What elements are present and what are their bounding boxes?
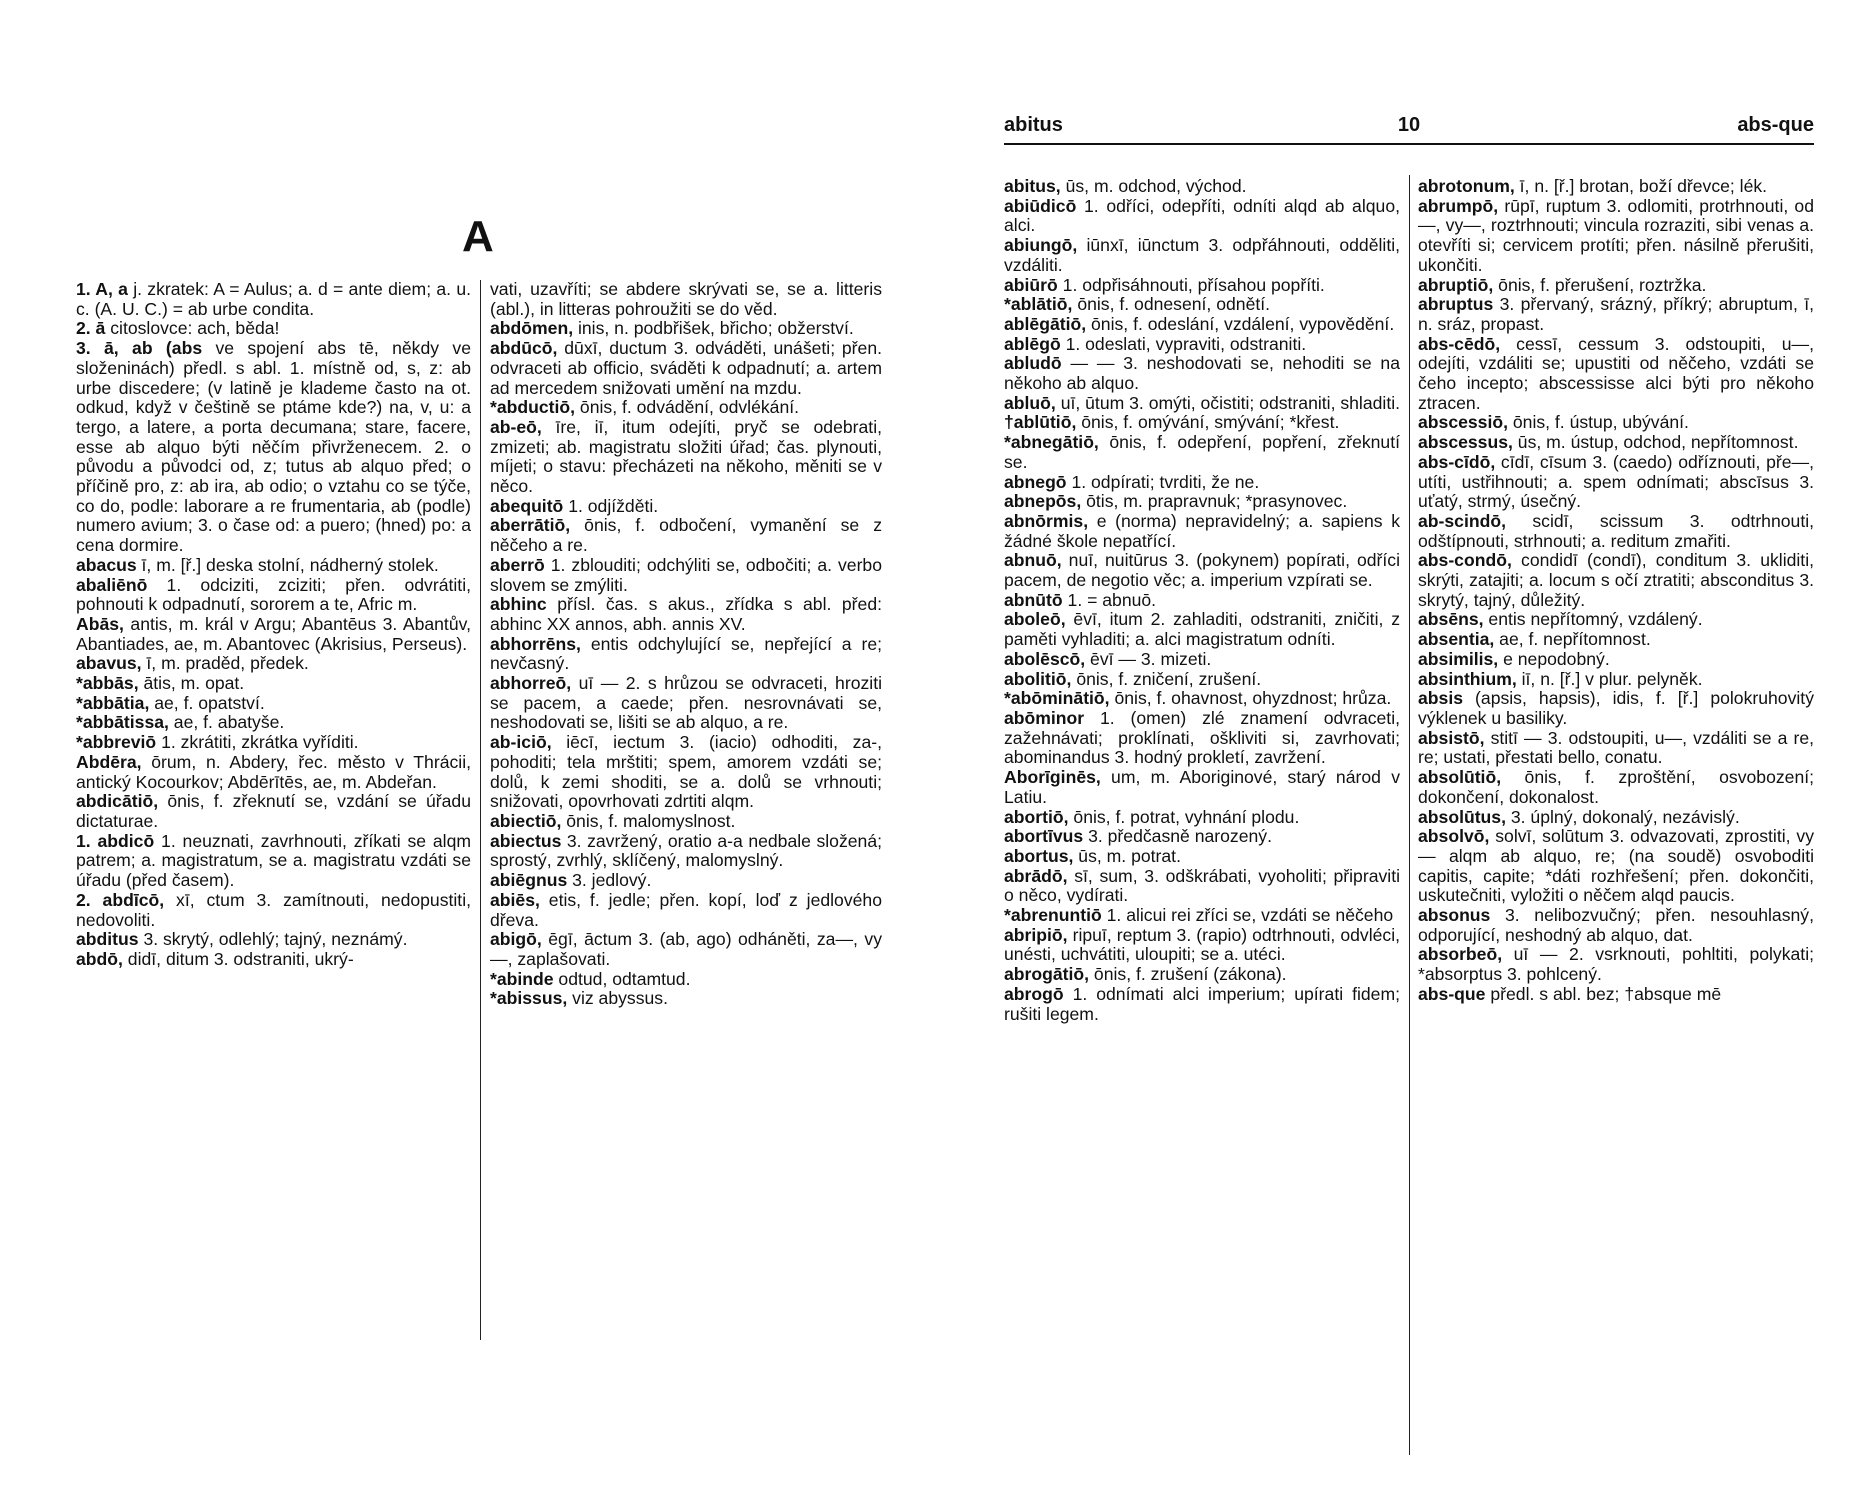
entry-headword: abdōmen, [490,318,574,339]
entry-definition: ōnis, f. odepření, popření, zřeknutí se. [1004,432,1400,472]
dictionary-entry [1004,670,1400,690]
dictionary-entry [490,970,882,990]
entry-definition: cīdī, cīsum 3. (caedo) odříznouti, pře—, utíti, ustřihnouti; a. spem odnímati; abscīsus 3. uťatý, strmý, úsečný. [1418,451,1814,512]
entry-definition: ae, f. nepřítomnost. [1494,629,1651,650]
entry-definition: ī, m. [ř.] deska stolní, nádherný stolek. [136,554,439,575]
entry-headword: abnūtō [1004,589,1063,610]
dictionary-entry [490,497,882,517]
entry-definition: ēvī — 3. mizeti. [1085,648,1212,669]
entry-headword: abhorreō, [490,673,572,694]
entry-headword: abludō [1004,353,1062,374]
dictionary-entry [76,339,471,556]
dictionary-entry [490,556,882,595]
dictionary-entry [1004,827,1400,847]
entry-definition: uī, ūtum 3. omýti, očistiti; odstraniti, shladiti. [1055,392,1400,413]
entry-definition: uī — 2. vsrknouti, pohltiti, polykati; *absorptus 3. pohlcený. [1418,944,1814,985]
entry-definition: e nepodobný. [1498,648,1610,669]
entry-definition: 3. skrytý, odlehlý; tajný, neznámý. [138,929,408,950]
entry-definition: ōnis, f. odbočení, vymanění se z něčeho a re. [490,515,882,556]
dictionary-entry [1004,512,1400,551]
entry-headword: absēns, [1418,609,1484,630]
entry-headword: ablēgātiō, [1004,313,1087,334]
entry-definition: 1. odpírati; tvrditi, že ne. [1066,471,1260,492]
dictionary-entry [1004,591,1400,611]
entry-definition: scidī, scissum 3. odtrhnouti, odštípnouti, strhnouti; a. reditum zmařiti. [1418,510,1814,551]
entry-definition: ī, n. [ř.] brotan, boží dřevce; lék. [1514,176,1768,196]
entry-definition: 1. odjížděti. [563,495,659,516]
entry-definition: — — 3. neshodovati se, nehoditi se na někoho ab alquo. [1004,353,1400,394]
entry-definition: 3. předčasně narozený. [1083,826,1272,847]
dictionary-entry [1004,295,1400,315]
entry-headword: abs-cīdō, [1418,451,1496,472]
dictionary-entry [1418,433,1814,453]
entry-headword: absimilis, [1418,648,1499,669]
dictionary-entry [1418,610,1814,630]
entry-definition: ōnis, f. odvádění, odvlékání. [575,397,800,418]
entry-headword: *abnegātiō, [1004,432,1099,453]
entry-headword: absistō, [1418,727,1485,748]
dictionary-entry [1004,473,1400,493]
dictionary-entry [1004,276,1400,296]
entry-headword: abnōrmis, [1004,510,1089,531]
entry-headword: *abinde [490,968,554,989]
entry-definition: ōnis, f. zřeknutí se, vzdání se úřadu dictaturae. [76,791,471,831]
entry-headword: abrādō, [1004,865,1068,886]
dictionary-entry [490,832,882,871]
entry-definition: předl. s abl. bez; †absque mē [1485,983,1722,1004]
entry-headword: *abbātissa, [76,712,169,733]
entry-headword: abolēscō, [1004,648,1086,669]
running-head-first-word: abitus [1004,114,1063,136]
entry-headword: abs-condō, [1418,550,1512,571]
entry-definition: 3. úplný, dokonalý, nezávislý. [1505,806,1740,827]
dictionary-entry [1418,945,1814,984]
entry-headword: abnepōs, [1004,491,1082,512]
dictionary-entry [76,694,471,714]
entry-definition: nuī, nuitūrus 3. (pokynem) popírati, odříci pacem, de negotio věc; a. imperium vzpírati se. [1004,550,1400,591]
entry-headword: 2. ā [76,318,106,339]
dictionary-entry [1418,729,1814,768]
left-column-2 [490,280,882,1009]
entry-definition: (apsis, hapsis), idis, f. [ř.] polokruhovitý výklenek u basiliky. [1418,688,1814,728]
entry-headword: abortus, [1004,845,1074,866]
entry-headword: ablēgō [1004,333,1061,354]
entry-definition: ōnis, f. zrušení (zákona). [1089,964,1287,985]
dictionary-entry [76,950,471,970]
dictionary-entry [1418,768,1814,807]
entry-headword: abdicātiō, [76,791,159,812]
dictionary-entry [1418,413,1814,433]
entry-definition: 3. zavržený, oratio a-a nedbale složená; sprostý, zvrhlý, sklíčený, malomyslný. [490,830,882,871]
entry-headword: aberrō [490,554,545,575]
left-page [0,0,920,1500]
dictionary-entry [1418,808,1814,828]
entry-headword: abnuō, [1004,550,1062,571]
dictionary-entry [1004,808,1400,828]
entry-definition: ōnis, f. odnesení, odnětí. [1072,294,1271,315]
dictionary-entry [1418,827,1814,906]
entry-definition: ae, f. opatství. [149,692,265,713]
entry-headword: aboleō, [1004,609,1066,630]
entry-headword: absolūtiō, [1418,767,1502,788]
running-head [1004,114,1814,140]
dictionary-entry [1418,453,1814,512]
entry-headword: †ablūtiō, [1004,412,1077,433]
page-number: 10 [1397,114,1421,136]
entry-definition: iēcī, iectum 3. (iacio) odhoditi, za-, pohoditi; tela mrštiti; spem, amorem vzdáti se; dolů, k zemi shoditi, se a. dolů se vrhnouti; snižovati, opovrhovati zdrtiti alqm. [490,732,882,812]
entry-headword: absolūtus, [1418,806,1506,827]
entry-headword: *abbās, [76,673,139,694]
entry-definition: didī, ditum 3. odstraniti, ukrý- [122,948,354,969]
entry-headword: abiectus [490,830,562,851]
entry-definition: 1. neuznati, zavrhnouti, zříkati se alqm patrem; a. magistratum, se a. magistratu vzdáti se úřadu (před časem). [76,830,472,891]
entry-definition: 1. odeslati, vypraviti, odstraniti. [1060,333,1307,354]
dictionary-entry [1004,551,1400,590]
dictionary-entry [76,891,471,930]
dictionary-entry [76,556,471,576]
entry-definition: um, m. Aboriginové, starý národ v Latiu. [1004,767,1400,807]
entry-headword: abavus, [76,653,142,674]
entry-headword: abditus [76,929,139,950]
entry-headword: abiēgnus [490,870,568,891]
entry-definition: vati, uzavříti; se abdere skrývati se, se a. litteris (abl.), in litteras pohroužiti se do věd. [490,279,882,319]
dictionary-entry [1004,236,1400,275]
entry-definition: ōnis, f. zničení, zrušení. [1071,668,1262,689]
dictionary-entry [76,733,471,753]
entry-definition: entis odchylující se, nepřející a re; nevčasný. [490,633,882,674]
entry-headword: absolvō, [1418,826,1490,847]
dictionary-entry [1004,867,1400,906]
entry-definition: ōnis, f. ohavnost, ohyzdnost; hrůza. [1109,688,1392,709]
entry-headword: Abdēra, [76,751,142,772]
entry-headword: absorbeō, [1418,944,1503,965]
left-column-1 [76,280,471,970]
entry-definition: inis, n. podbřišek, břicho; obžerství. [573,318,854,339]
dictionary-entry [1004,354,1400,393]
dictionary-entry [1004,177,1400,197]
dictionary-entry [76,753,471,792]
dictionary-entry [490,891,882,930]
entry-headword: abluō, [1004,392,1056,413]
dictionary-entry [490,871,882,891]
dictionary-entry [1418,276,1814,296]
dictionary-entry [1004,197,1400,236]
dictionary-entry [1004,433,1400,472]
entry-headword: ab-scindō, [1418,510,1506,531]
entry-definition: uī — 2. s hrůzou se odvraceti, hroziti se pacem, a caede; přen. nesrovnávati se, neshodovati se, lišiti se ab alquo, a re. [490,673,882,733]
right-column-1 [1004,177,1400,1024]
dictionary-entry [1004,335,1400,355]
entry-definition: j. zkratek: A = Aulus; a. d = ante diem; a. u. c. (A. U. C.) = ab urbe condita. [76,279,471,319]
dictionary-entry [1004,709,1400,768]
entry-headword: absonus [1418,905,1491,926]
section-letter: A [462,212,494,261]
dictionary-entry [1004,926,1400,965]
entry-headword: abacus [76,554,137,575]
entry-headword: abiūdicō [1004,195,1077,216]
column-divider [1409,175,1410,1455]
entry-definition: ae, f. abatyše. [168,712,285,733]
entry-definition: 3. jedlový. [567,870,652,891]
entry-headword: abigō, [490,929,542,950]
entry-headword: abhorrēns, [490,633,581,654]
dictionary-entry [1004,492,1400,512]
entry-definition: condidī (condī), conditum 3. ukliditi, skrýti, zatajiti; a. locum s očí ztratiti; absconditus 3. skrytý, tajný, důležitý. [1418,550,1814,610]
dictionary-entry [1004,315,1400,335]
entry-headword: abrogō [1004,983,1064,1004]
dictionary-entry [1004,394,1400,414]
entry-headword: abortiō, [1004,806,1069,827]
dictionary-entry [1004,847,1400,867]
entry-definition: antis, m. král v Argu; Abantēus 3. Abantův, Abantiades, ae, m. Abantovec (Akrisius, Perseus). [76,613,471,654]
entry-headword: abscessus, [1418,432,1513,453]
entry-definition: 1. odnímati alci imperium; upírati fidem; rušiti legem. [1004,983,1400,1024]
dictionary-entry [1418,512,1814,551]
dictionary-entry [490,635,882,674]
dictionary-entry [490,280,882,319]
dictionary-entry [76,576,471,615]
entry-headword: *abōminātiō, [1004,688,1110,709]
entry-headword: 1. A, a [76,279,128,299]
entry-headword: abdō, [76,948,123,969]
dictionary-entry [490,398,882,418]
dictionary-entry [1418,197,1814,276]
entry-headword: ab-iciō, [490,732,552,753]
dictionary-entry [1418,630,1814,650]
entry-headword: *abductiō, [490,397,576,418]
entry-headword: abscessiō, [1418,412,1508,433]
entry-definition: ēgī, āctum 3. (ab, ago) odháněti, za—, vy—, zaplašovati. [490,929,882,969]
dictionary-entry [76,674,471,694]
dictionary-entry [1418,906,1814,945]
dictionary-entry [1004,906,1400,926]
entry-definition: ōnis, f. potrat, vyhnání plodu. [1068,806,1300,827]
entry-headword: abrogātiō, [1004,964,1090,985]
entry-headword: abiēs, [490,889,540,910]
dictionary-entry [490,595,882,634]
dictionary-entry [1418,689,1814,728]
dictionary-entry [1418,650,1814,670]
header-rule [1004,143,1814,145]
entry-definition: ī, m. praděd, předek. [141,653,309,674]
dictionary-entry [490,516,882,555]
entry-definition: odtud, odtamtud. [553,968,691,989]
dictionary-entry [490,930,882,969]
entry-definition: īre, iī, itum odejíti, pryč se odebrati, zmizeti; ab. magistratu složiti úřad; čas. plynouti, míjeti; o stavu: přecházeti na někoho, měniti se v něco. [490,416,882,497]
entry-headword: abiungō, [1004,235,1078,256]
entry-definition: 1. zblouditi; odchýliti se, odbočiti; a. verbo slovem se zmýliti. [490,554,882,595]
dictionary-entry [76,832,471,891]
dictionary-entry [76,615,471,654]
dictionary-entry [490,989,882,1009]
dictionary-entry [490,674,882,733]
right-page [920,0,1858,1500]
entry-headword: *ablātiō, [1004,294,1073,315]
entry-definition: ōnis, f. přerušení, roztržka. [1493,274,1707,295]
entry-headword: *abbātia, [76,692,150,713]
entry-definition: citoslovce: ach, běda! [105,318,280,339]
dictionary-entry [76,654,471,674]
entry-definition: ōrum, n. Abdery, řec. město v Thrácii, antický Kocourkov; Abdērītēs, ae, m. Abdeřan. [76,751,471,792]
entry-headword: abrumpō, [1418,195,1499,216]
entry-headword: abōminor [1004,707,1085,728]
entry-headword: *abissus, [490,988,568,1009]
dictionary-entry [76,930,471,950]
entry-headword: abiūrō [1004,274,1058,295]
dictionary-entry [1004,650,1400,670]
entry-definition: ōnis, f. odeslání, vzdálení, vypovědění. [1086,313,1395,334]
entry-headword: Abās, [76,613,124,634]
entry-definition: e (norma) nepravidelný; a. sapiens k žádné škole nepatřící. [1004,510,1400,551]
dictionary-entry [490,812,882,832]
dictionary-entry [1418,551,1814,610]
entry-definition: stitī — 3. odstoupiti, u—, vzdáliti se a re, re; ustati, přestati bello, conatu. [1418,727,1814,768]
entry-definition: sī, sum, 3. odškrábati, vyoholiti; připraviti o něco, vydírati. [1004,865,1400,906]
dictionary-entry [1418,335,1814,414]
entry-headword: abequitō [490,495,564,516]
dictionary-entry [490,319,882,339]
entry-definition: 1. (omen) zlé znamení odvraceti, zažehnávati; proklínati, oškliviti si, zavrhovati; abominandus 3. hodný prokletí, zavržení. [1004,707,1400,768]
column-divider [480,280,481,1340]
dictionary-entry [1418,177,1814,197]
dictionary-entry [1418,670,1814,690]
entry-headword: *abbreviō [76,732,157,753]
entry-definition: 1. = abnuō. [1062,589,1157,610]
entry-headword: abripiō, [1004,924,1068,945]
entry-definition: ātis, m. opat. [138,673,245,694]
dictionary-entry [1418,295,1814,334]
dictionary-entry [1004,610,1400,649]
entry-definition: entis nepřítomný, vzdálený. [1483,609,1703,630]
entry-headword: abitus, [1004,176,1061,196]
dictionary-entry [76,280,471,319]
entry-definition: ōtis, m. prapravnuk; *prasynovec. [1081,491,1348,512]
entry-headword: *abrenuntiō [1004,905,1102,926]
entry-headword: 3. ā, ab (abs [76,338,203,359]
dictionary-entry [1004,689,1400,709]
dictionary-entry [1004,768,1400,807]
running-head-last-word: abs-que [1737,114,1814,136]
entry-headword: absentia, [1418,629,1495,650]
dictionary-entry [1004,985,1400,1024]
dictionary-entry [1004,413,1400,433]
right-column-2 [1418,177,1814,1005]
entry-definition: 1. alicui rei zříci se, vzdáti se něčeho [1101,905,1394,926]
entry-definition: iī, n. [ř.] v plur. pelyněk. [1516,668,1703,689]
entry-headword: abhinc [490,594,547,615]
entry-definition: přísl. čas. s akus., zřídka s abl. před: abhinc XX annos, abh. annis XV. [490,594,882,634]
entry-definition: cessī, cessum 3. odstoupiti, u—, odejíti, vzdáliti se; upustiti od něčeho, vzdáti se čeho incepto; abscessisse alci býti pro někoho ztracen. [1418,333,1814,413]
entry-headword: abruptiō, [1418,274,1494,295]
entry-definition: dūxī, ductum 3. odváděti, unášeti; přen. odvraceti ab officio, sváděti k odpadnutí; a. artem ad mercedem snižovati umění na mzdu. [490,338,882,398]
dictionary-entry [1004,965,1400,985]
entry-definition: solvī, solūtum 3. odvazovati, zprostiti, vy— alqm ab alquo, re; (na soudě) osvoboditi capitis, capite; *dáti rozhřešení; přen. dokončiti, uskutečniti, vyložiti o něčem alqd paucis. [1418,826,1814,906]
entry-definition: 1. odříci, odepříti, odníti alqd ab alquo, alci. [1004,195,1400,236]
entry-headword: abs-que [1418,983,1486,1004]
dictionary-entry [76,792,471,831]
entry-headword: abolitiō, [1004,668,1072,689]
entry-headword: abortīvus [1004,826,1084,847]
entry-headword: Aborīginēs, [1004,767,1101,788]
dictionary-entry [490,733,882,812]
entry-definition: rūpī, ruptum 3. odlomiti, protrhnouti, od—, vy—, roztrhnouti; vincula rozraziti, sibi venas a. otevříti si; cervicem protíti; přen. násilně přerušiti, ukončiti. [1418,195,1814,275]
entry-definition: ōnis, f. malomyslnost. [561,810,736,831]
entry-definition: 3. nelibozvučný; přen. nesouhlasný, odporující, neshodný ab alquo, dat. [1418,905,1814,945]
entry-headword: abnegō [1004,471,1067,492]
entry-headword: abiectiō, [490,810,562,831]
dictionary-entry [76,713,471,733]
entry-headword: abruptus [1418,294,1494,315]
entry-definition: ūs, m. potrat. [1073,845,1181,866]
entry-headword: absinthium, [1418,668,1517,689]
entry-definition: etis, f. jedle; přen. kopí, loď z jedlového dřeva. [490,889,882,930]
dictionary-entry [76,319,471,339]
entry-definition: ūs, m. odchod, východ. [1060,176,1247,196]
entry-definition: ōnis, f. ústup, ubývání. [1507,412,1689,433]
entry-definition: viz abyssus. [567,988,668,1009]
dictionary-entry [490,339,882,398]
dictionary-entry [490,418,882,497]
entry-definition: iūnxī, iūnctum 3. odpřáhnouti, odděliti, vzdáliti. [1004,235,1400,275]
entry-definition: 3. přervaný, srázný, příkrý; abruptum, ī, n. sráz, propast. [1418,294,1814,334]
entry-headword: aberrātiō, [490,515,571,536]
entry-headword: absis [1418,688,1463,709]
entry-definition: ripuī, reptum 3. (rapio) odtrhnouti, odvléci, unésti, uchvátiti, uloupiti; se a. utéci. [1004,924,1400,965]
entry-headword: abaliēnō [76,574,148,595]
entry-definition: 1. zkrátiti, zkrátka vyříditi. [156,732,359,753]
entry-headword: abdūcō, [490,338,558,359]
entry-definition: xī, ctum 3. zamítnouti, nedopustiti, nedovoliti. [76,889,471,930]
entry-definition: ūs, m. ústup, odchod, nepřítomnost. [1512,432,1799,453]
entry-definition: ōnis, f. zproštění, osvobození; dokončení, dokonalost. [1418,767,1814,807]
entry-headword: abs-cēdō, [1418,333,1501,354]
entry-headword: 2. abdīcō, [76,889,165,910]
entry-headword: 1. abdicō [76,830,155,851]
entry-definition: 1. odpřisáhnouti, přísahou popříti. [1057,274,1325,295]
entry-definition: ve spojení abs tē, někdy ve složeninách) předl. s abl. 1. místně od, s, z: ab urbe discedere; (v latině je klademe často na ot. odkud, když v češtině se ptáme kde?) na, v, u: a tergo, a latere, a porta decumana; stare, facere, esse ab alquo býti něčím přivrženecem. 2. o původu a původci od, z; tutus ab alquo před; o příčině pro, z: ab ira, ab odio; o vztahu co se týče, co do, podle: laborare a re frumentaria, ab (podle) numero avium; 3. o čase od: a puero; (hned) po: a cena dormire. [76,338,471,556]
entry-definition: 1. odciziti, zciziti; přen. odvrátiti, pohnouti k odpadnutí, sororem a te, Afric m. [76,574,471,615]
entry-definition: ēvī, itum 2. zahladiti, odstraniti, zničiti, z paměti vyhladiti; a. alci magistratum odníti. [1004,609,1400,650]
entry-headword: abrotonum, [1418,176,1515,196]
entry-definition: ōnis, f. omývání, smývání; *křest. [1076,412,1340,433]
entry-headword: ab-eō, [490,416,542,437]
dictionary-entry [1418,985,1814,1005]
